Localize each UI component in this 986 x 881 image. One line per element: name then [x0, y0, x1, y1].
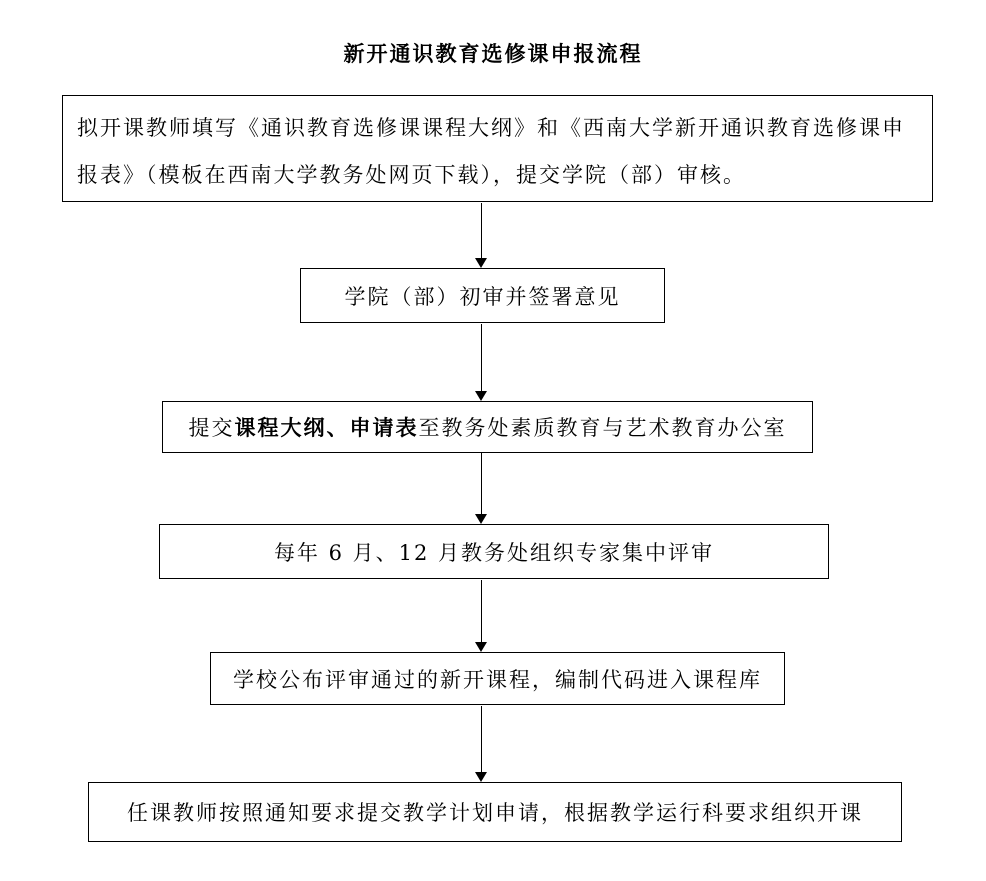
step-text: 学校公布评审通过的新开课程，编制代码进入课程库 — [233, 667, 762, 692]
arrowhead-down-icon — [475, 642, 487, 652]
arrowhead-down-icon — [475, 514, 487, 524]
step-box-college-review — [300, 268, 665, 323]
step-text: 每年 6 月、12 月教务处组织专家集中评审 — [273, 540, 715, 565]
step-box-organize-teaching — [88, 782, 902, 842]
arrowhead-down-icon — [475, 258, 487, 268]
flow-connector-3 — [481, 453, 482, 514]
step-box-submit-documents — [162, 401, 813, 453]
step-text-prefix: 提交 — [188, 416, 235, 440]
step-text: 任课教师按照通知要求提交教学计划申请，根据教学运行科要求组织开课 — [127, 801, 863, 825]
arrowhead-down-icon — [475, 391, 487, 401]
flow-title: 新开通识教育选修课申报流程 — [343, 41, 643, 66]
step-text-line-1: 拟开课教师填写《通识教育选修课课程大纲》和《西南大学新开通识教育选修课申 — [77, 116, 905, 140]
flow-connector-4 — [481, 580, 482, 642]
step-box-teacher-application — [62, 95, 933, 202]
step-text-suffix: 至教务处素质教育与艺术教育办公室 — [418, 416, 787, 440]
arrowhead-down-icon — [475, 772, 487, 782]
flow-connector-1 — [481, 203, 482, 258]
step-box-expert-review — [159, 524, 829, 579]
step-text — [189, 412, 787, 442]
step-text-bold: 课程大纲、申请表 — [234, 415, 419, 440]
step-box-publish-courses — [210, 652, 785, 705]
step-text-line-2: 报表》（模板在西南大学教务处网页下载），提交学院（部）审核。 — [77, 163, 746, 187]
flow-connector-5 — [481, 706, 482, 772]
flow-connector-2 — [481, 324, 482, 391]
step-text: 学院（部）初审并签署意见 — [344, 284, 621, 309]
